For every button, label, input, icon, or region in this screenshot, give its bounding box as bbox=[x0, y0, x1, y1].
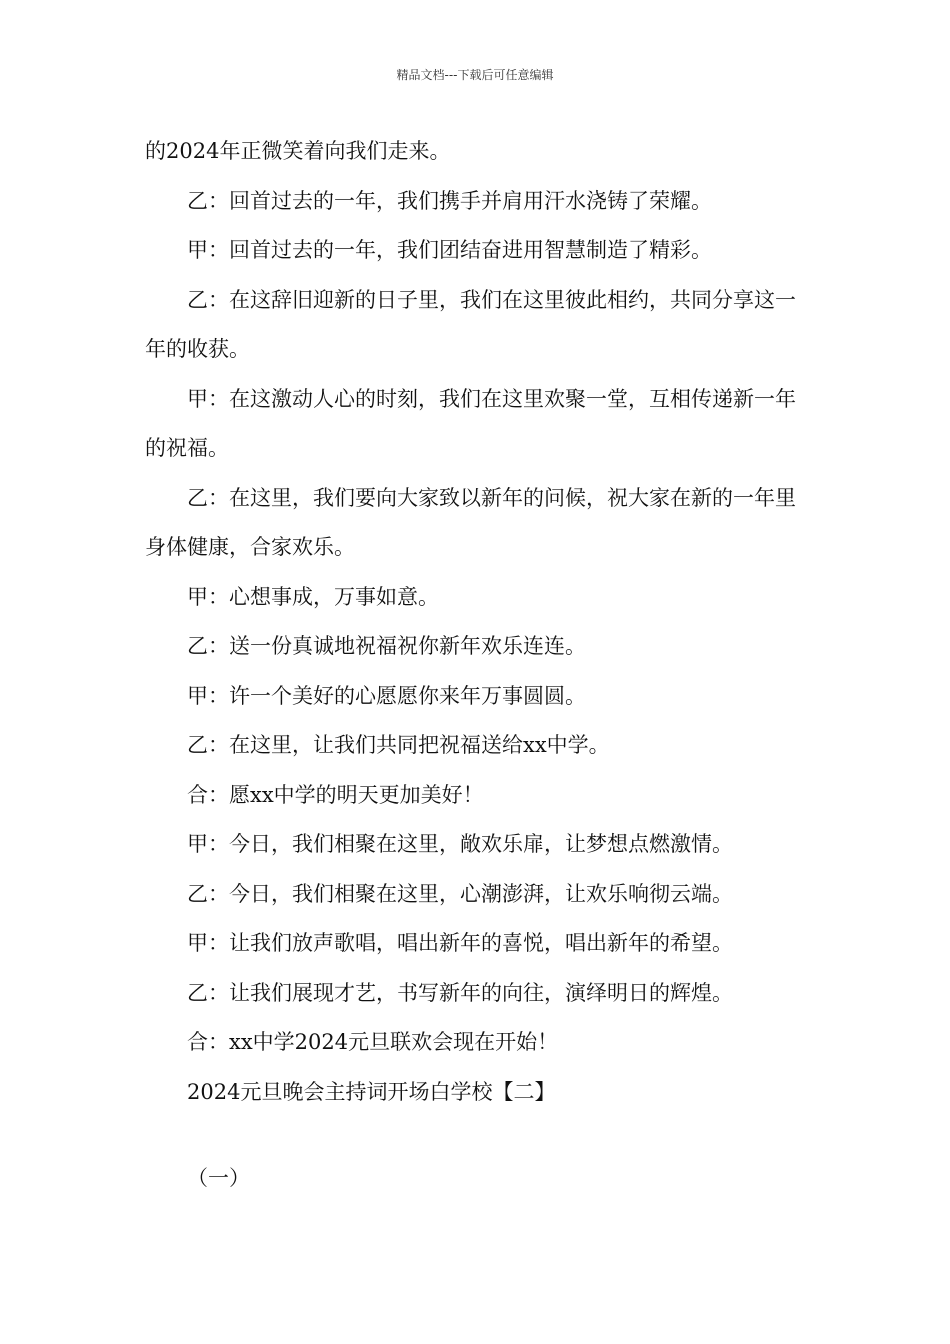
paragraph: 乙：在这辞旧迎新的日子里，我们在这里彼此相约，共同分享这一年的收获。 bbox=[145, 287, 796, 361]
section-heading: 2024元旦晚会主持词开场白学校【二】 bbox=[187, 1079, 556, 1104]
paragraph: 乙：今日，我们相聚在这里，心潮澎湃，让欢乐响彻云端。 bbox=[187, 881, 733, 906]
paragraph: 乙：回首过去的一年，我们携手并肩用汗水浇铸了荣耀。 bbox=[187, 188, 712, 213]
paragraph: 乙：让我们展现才艺，书写新年的向往，演绎明日的辉煌。 bbox=[187, 980, 733, 1005]
paragraph: 甲：在这激动人心的时刻，我们在这里欢聚一堂，互相传递新一年的祝福。 bbox=[145, 386, 796, 460]
section-marker: （一） bbox=[187, 1166, 250, 1190]
paragraph: 甲：回首过去的一年，我们团结奋进用智慧制造了精彩。 bbox=[187, 238, 712, 262]
paragraph: 的2024年正微笑着向我们走来。 bbox=[145, 139, 451, 163]
paragraph: 甲：今日，我们相聚在这里，敞欢乐扉，让梦想点燃激情。 bbox=[187, 832, 733, 856]
paragraph: 乙：在这里，我们要向大家致以新年的问候，祝大家在新的一年里身体健康，合家欢乐。 bbox=[145, 485, 796, 559]
document-body bbox=[145, 127, 807, 1204]
paragraph: 合：xx中学2024元旦联欢会现在开始！ bbox=[187, 1030, 559, 1054]
paragraph: 乙：在这里，让我们共同把祝福送给xx中学。 bbox=[187, 733, 610, 757]
paragraph: 合：愿xx中学的明天更加美好！ bbox=[187, 782, 484, 807]
paragraph: 乙：送一份真诚地祝福祝你新年欢乐连连。 bbox=[187, 634, 586, 658]
page-header: 精品文档---下载后可任意编辑 bbox=[396, 68, 554, 82]
paragraph: 甲：心想事成，万事如意。 bbox=[187, 584, 439, 609]
paragraph: 甲：让我们放声歌唱，唱出新年的喜悦，唱出新年的希望。 bbox=[187, 931, 733, 955]
paragraph: 甲：许一个美好的心愿愿你来年万事圆圆。 bbox=[187, 683, 586, 708]
